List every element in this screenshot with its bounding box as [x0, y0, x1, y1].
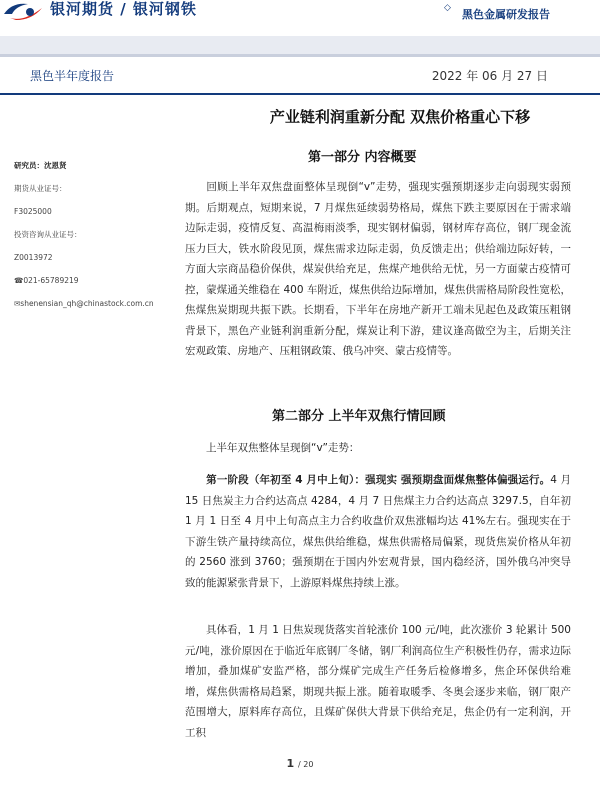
brand-name: 银河期货 / 银河钢铁 [50, 0, 197, 18]
total-pages: / 20 [298, 760, 314, 769]
phase1-text: 4 月 15 日焦炭主力合约达高点 4284，4 月 7 日焦煤主力合约达高点 3297.5，自年初 1 月 1 日至 4 月中上旬高点主力合约收盘价双焦涨幅均达 41%左右。强现实在于下游生铁产量持续高位，煤焦供给维稳，煤焦供需格局偏紧，现货焦炭价格从年初的 2560 涨到 3760；强预期在于国内外宏观背景，国内稳经济，国外俄乌冲突导致的能源紧张背景下，上游原料煤焦持续上涨。 [185, 474, 571, 589]
report-series: 黑色半年度报告 [30, 69, 115, 83]
section1-body [185, 177, 571, 362]
current-page: 1 [286, 757, 295, 770]
section1-heading: 第一部分 内容概要 [308, 150, 417, 165]
header-band [0, 36, 600, 54]
report-title: 产业链利润重新分配 双焦价格重心下移 [269, 108, 531, 126]
diamond-icon: ◇ [444, 3, 451, 13]
section2-intro [185, 438, 571, 459]
galaxy-logo-icon [2, 0, 46, 22]
detail-text: 具体看，1 月 1 日焦炭现货落实首轮涨价 100 元/吨，此次涨价 3 轮累计 500 元/吨，涨价原因在于临近年底钢厂冬储，钢厂利润高位生产积极性仍存，需求边际增加，叠加煤矿安监严格，部分煤矿完成生产任务后检修增多，焦企环保供给难增，煤焦供需格局趋紧，期现共振上涨。随着取暖季、冬奥会逐步来临，钢厂限产范围增大，原料库存高位，且煤矿保供大背景下供给充足，焦企仍有一定利润，开工积 [185, 624, 571, 739]
advisor-license-label: 投资咨询从业证号： [14, 230, 82, 239]
phase1-paragraph [185, 470, 571, 593]
futures-license-label: 期货从业证号： [14, 184, 67, 193]
section2-heading: 第二部分 上半年双焦行情回顾 [272, 409, 446, 424]
report-type: 黑色金属研发报告 [462, 8, 550, 21]
advisor-license: Z0013972 [14, 253, 53, 262]
section2-intro-text: 上半年双焦整体呈现倒“v”走势： [206, 442, 360, 454]
phase1-label: 第一阶段（年初至 4 月中上旬）：强现实 强预期盘面煤焦整体偏强运行。 [206, 474, 551, 486]
analyst-sidebar [14, 160, 174, 321]
sub-header [0, 57, 600, 95]
futures-license: F3025000 [14, 207, 52, 216]
report-date: 2022 年 06 月 27 日 [431, 69, 548, 83]
phone-number: ☎021-65789219 [14, 276, 79, 285]
top-header [0, 0, 600, 36]
page-number [0, 757, 600, 770]
section1-text: 回顾上半年双焦盘面整体呈现倒“v”走势，强现实强预期逐步走向弱现实弱预期。后期观点，短期来说，7 月煤焦延续弱势格局，煤焦下跌主要原因在于需求端边际走弱，疫情反复、高温梅雨淡季，现实钢材偏弱，钢材库存高位，钢厂现金流压力巨大，铁水阶段见顶，煤焦需求边际走弱，负反馈走出；供给端边际好转，一方面大宗商品稳价保供，煤炭供给充足，焦煤产地供给无忧，另一方面蒙古疫情可控，蒙煤通关维稳在 400 车附近，煤焦供给边际增加，煤焦供需格局阶段性宽松，焦煤焦炭期现共振下跌。长期看，下半年在房地产新开工端未见起色及政策压粗钢背景下，黑色产业链利润重新分配，煤炭让利下游，建议逢高做空为主，后期关注宏观政策、房地产、压粗钢政策、俄乌冲突、蒙古疫情等。 [185, 181, 571, 357]
detail-paragraph [185, 620, 571, 743]
email-address: ✉shenensian_qh@chinastock.com.cn [14, 299, 154, 308]
researcher-name: 研究员：沈恩贤 [14, 161, 67, 170]
